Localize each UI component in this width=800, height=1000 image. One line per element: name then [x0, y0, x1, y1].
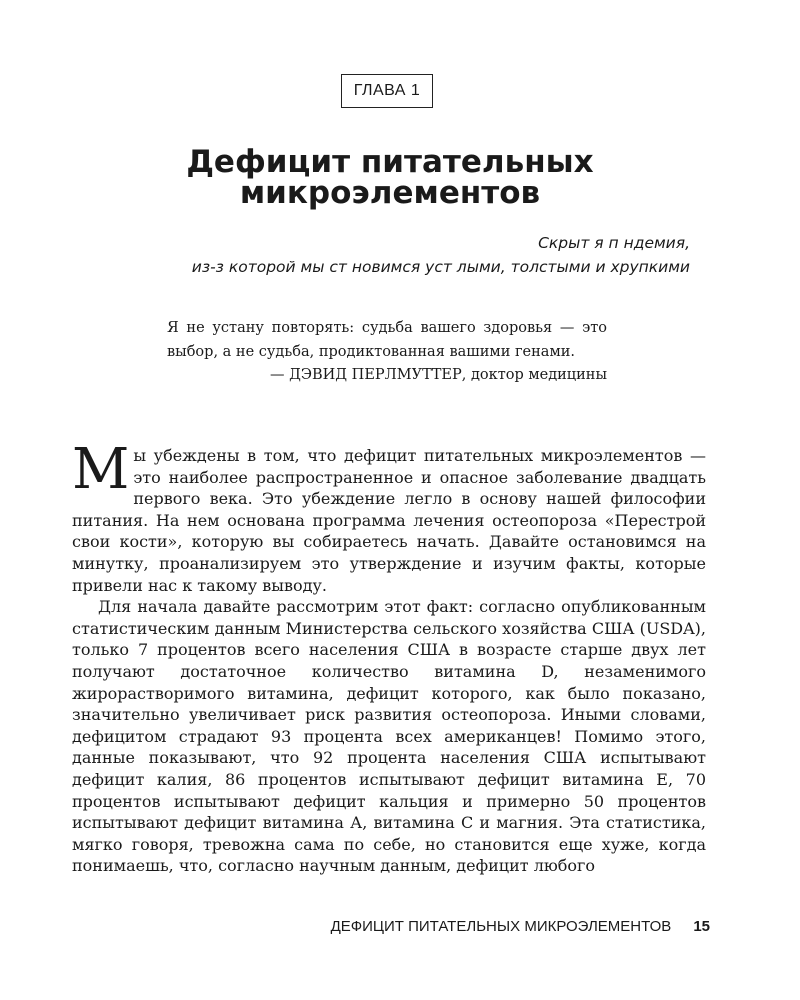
drop-cap: М: [72, 437, 130, 502]
epigraph: [167, 317, 607, 388]
epigraph-author: — ДЭВИД ПЕРЛМУТТЕР, доктор медицины: [269, 367, 607, 383]
page-number: 15: [693, 918, 710, 935]
paragraph-1: [72, 437, 706, 596]
chapter-label: [341, 74, 433, 108]
chapter-title: [90, 144, 690, 211]
chapter-subtitle: [80, 231, 690, 279]
paragraph-2: Для начала давайте рассмотрим этот факт: согласно опубликованным статистическим данным Министерства сельского хозяйства США (USDA), только 7 процентов всего населения США в возрасте старше двух лет получают достаточное количество витамина D, незаменимого жирорастворимого витамина, дефицит которого, как было показано, значительно увеличивает риск развития остеопороза. Иными словами, дефицитом страдают 93 процента всех американцев! Помимо этого, данные показывают, что 92 процента населения США испытывают дефицит калия, 86 процентов испытывают дефицит витамина Е, 70 процентов испытывают дефицит кальция и примерно 50 процентов испытывают дефицит витамина А, витамина С и магния. Эта статистика, мягко говоря, тревожна сама по себе, но становится еще хуже, когда понимаешь, что, согласно научным данным, дефицит любого: [72, 597, 706, 876]
chapter-label-text: ГЛАВА 1: [353, 82, 421, 99]
running-title: ДЕФИЦИТ ПИТАТЕЛЬНЫХ МИКРОЭЛЕМЕНТОВ: [330, 918, 672, 935]
chapter-subtitle-line-2: из-з которой мы ст новимся уст лыми, толстыми и хрупкими: [191, 258, 690, 276]
page-footer: [280, 918, 710, 935]
chapter-title-line-2: микроэлементов: [239, 175, 541, 211]
epigraph-text: Я не устану повторять: судьба вашего здоровья — это выбор, а не судьба, продиктованная вашими генами.: [167, 320, 607, 360]
paragraph-1-text: ы убеждены в том, что дефицит питательных микроэлементов — это наиболее распространенное и опасное заболевание двадцать первого века. Это убеждение легло в основу нашей философии питания. На нем основана программа лечения остеопороза «Перестрой свои кости», которую вы собираетесь начать. Давайте остановимся на минутку, проанализируем это утверждение и изучим факты, которые привели нас к такому выводу.: [72, 446, 706, 595]
chapter-title-line-1: Дефицит питательных: [186, 144, 594, 180]
body-text: [72, 437, 706, 877]
chapter-subtitle-line-1: Скрыт я п ндемия,: [538, 234, 690, 252]
